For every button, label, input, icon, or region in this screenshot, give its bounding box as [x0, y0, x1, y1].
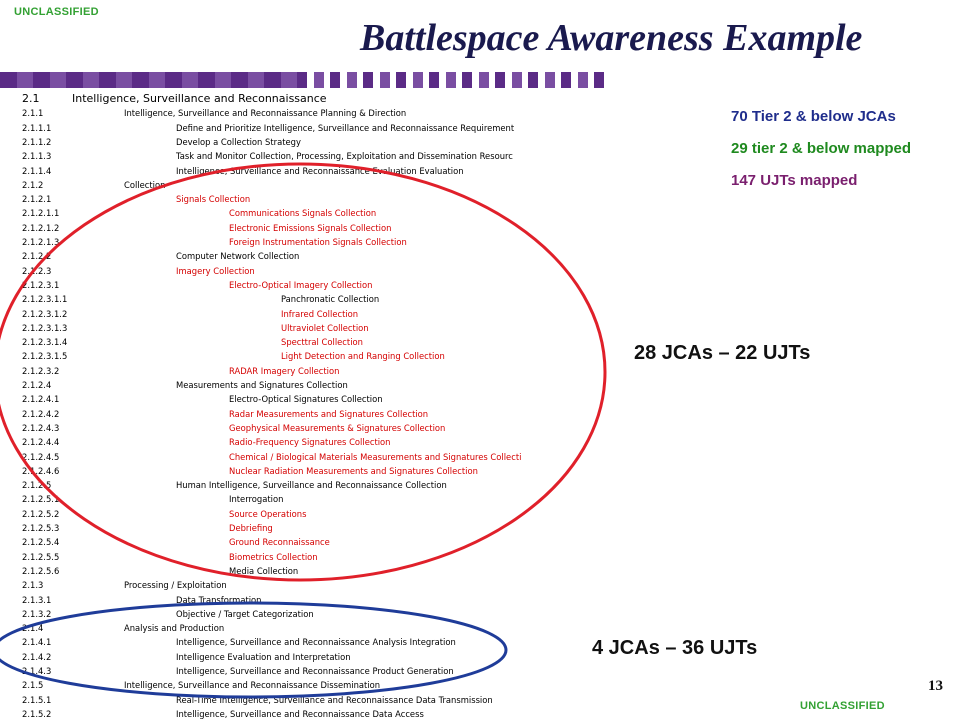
jca-row — [0, 378, 560, 392]
jca-row — [0, 650, 560, 664]
jca-number: 2.1.2.5.6 — [22, 565, 60, 576]
jca-number: 2.1.2.4.5 — [22, 451, 60, 462]
jca-label: Develop a Collection Strategy — [176, 136, 301, 147]
jca-label: Radio-Frequency Signatures Collection — [229, 437, 391, 448]
stat-tier2-jcas: 70 Tier 2 & below JCAs — [731, 108, 896, 125]
bar-segment — [495, 72, 505, 88]
jca-label: Source Operations — [229, 508, 307, 519]
jca-row — [0, 435, 560, 449]
jca-row — [0, 121, 560, 135]
jca-row — [0, 178, 560, 192]
bar-segment — [380, 72, 390, 88]
jca-label: Intelligence, Surveillance and Reconnaissance Product Generation — [176, 666, 454, 676]
jca-number: 2.1.3 — [22, 580, 44, 591]
jca-label: Measurements and Signatures Collection — [176, 380, 348, 390]
bar-segment — [281, 72, 298, 88]
bar-segment — [462, 72, 472, 88]
jca-row — [0, 264, 560, 278]
jca-label: Debriefing — [229, 523, 273, 533]
jca-row — [0, 307, 560, 321]
jca-label: Electronic Emissions Signals Collection — [229, 222, 392, 233]
jca-label: Intelligence, Surveillance and Reconnaissance — [72, 92, 327, 105]
jca-number: 2.1.2.3.1.1 — [22, 294, 68, 305]
jca-number: 2.1.2.1 — [22, 194, 52, 205]
jca-label: Ground Reconnaissance — [229, 537, 330, 548]
jca-row — [0, 478, 560, 492]
jca-number: 2.1.1.2 — [22, 136, 52, 147]
jca-number: 2.1.2.2 — [22, 251, 52, 262]
jca-number: 2.1.2.1.3 — [22, 237, 60, 247]
jca-number: 2.1.3.1 — [22, 594, 52, 605]
jca-label: Intelligence Evaluation and Interpretation — [176, 651, 351, 662]
jca-label: RADAR Imagery Collection — [229, 365, 340, 376]
slide-title: Battlespace Awareness Example — [360, 17, 863, 59]
bar-segment — [330, 72, 340, 88]
stat-ujts-mapped: 147 UJTs mapped — [731, 172, 858, 189]
jca-number: 2.1.4.3 — [22, 666, 52, 676]
classification-bottom: UNCLASSIFIED — [800, 700, 885, 712]
jca-row — [0, 92, 560, 106]
bar-segment — [578, 72, 588, 88]
jca-number: 2.1.2.3.1.4 — [22, 337, 68, 348]
jca-row — [0, 593, 560, 607]
jca-label: Specttral Collection — [281, 337, 363, 348]
jca-row — [0, 135, 560, 149]
jca-row — [0, 335, 560, 349]
jca-label: Human Intelligence, Surveillance and Reconnaissance Collection — [176, 480, 447, 491]
jca-number: 2.1.3.2 — [22, 608, 52, 619]
bar-segment — [545, 72, 555, 88]
bar-segment — [446, 72, 456, 88]
bar-segment — [50, 72, 67, 88]
jca-number: 2.1.2.3.1.3 — [22, 322, 68, 333]
jca-row — [0, 464, 560, 478]
jca-row — [0, 392, 560, 406]
bar-segment — [0, 72, 17, 88]
jca-row — [0, 578, 560, 592]
jca-label: Media Collection — [229, 565, 299, 576]
jca-row — [0, 235, 560, 249]
jca-number: 2.1.2.4.6 — [22, 465, 60, 476]
jca-label: Intelligence, Surveillance and Reconnaissance Dissemination — [124, 680, 381, 691]
jca-row — [0, 278, 560, 292]
title-decoration-bar — [0, 72, 912, 88]
jca-label: Chemical / Biological Materials Measurements and Signatures Collecti — [229, 451, 522, 462]
jca-number: 2.1.1.4 — [22, 165, 52, 176]
bar-segment — [479, 72, 489, 88]
jca-label: Data Transformation — [176, 594, 262, 605]
jca-label: Processing / Exploitation — [124, 580, 227, 591]
jca-number: 2.1.1.1 — [22, 122, 52, 133]
jca-number: 2.1.1.3 — [22, 151, 52, 162]
jca-number: 2.1.2.3.2 — [22, 365, 60, 376]
bar-segment — [17, 72, 34, 88]
jca-number: 2.1.2.3 — [22, 265, 52, 276]
jca-label: Task and Monitor Collection, Processing, Exploitation and Dissemination Resourc — [176, 151, 513, 162]
jca-number: 2.1.2.5.1 — [22, 494, 60, 505]
jca-row — [0, 364, 560, 378]
jca-row — [0, 564, 560, 578]
jca-list — [0, 92, 560, 720]
jca-number: 2.1 — [22, 92, 40, 105]
jca-label: Nuclear Radiation Measurements and Signatures Collection — [229, 465, 478, 476]
jca-label: Radar Measurements and Signatures Collection — [229, 408, 429, 419]
bar-segment — [165, 72, 182, 88]
jca-number: 2.1.2.5.4 — [22, 537, 60, 548]
jca-row — [0, 321, 560, 335]
jca-row — [0, 550, 560, 564]
jca-row — [0, 249, 560, 263]
jca-number: 2.1.2.5 — [22, 480, 52, 491]
jca-number: 2.1.2.3.1.2 — [22, 308, 68, 319]
bar-segment — [83, 72, 100, 88]
bar-segment — [248, 72, 265, 88]
jca-row — [0, 535, 560, 549]
bar-segment — [314, 72, 324, 88]
jca-label: Infrared Collection — [281, 308, 359, 319]
jca-row — [0, 292, 560, 306]
jca-row — [0, 450, 560, 464]
red-group-summary: 28 JCAs – 22 UJTs — [634, 342, 811, 364]
jca-label: Intelligence, Surveillance and Reconnaissance Data Access — [176, 708, 424, 719]
bar-segment — [297, 72, 307, 88]
jca-label: Objective / Target Categorization — [176, 608, 314, 619]
page-number: 13 — [928, 678, 943, 694]
jca-row — [0, 149, 560, 163]
bar-segment — [33, 72, 50, 88]
jca-row — [0, 164, 560, 178]
bar-segment — [528, 72, 538, 88]
bar-segment — [66, 72, 83, 88]
jca-label: Electro-Optical Imagery Collection — [229, 279, 373, 290]
jca-row — [0, 693, 560, 707]
jca-number: 2.1.2.3.1.5 — [22, 351, 68, 362]
jca-label: Light Detection and Ranging Collection — [281, 351, 445, 362]
bar-segment — [132, 72, 149, 88]
jca-number: 2.1.4.1 — [22, 637, 52, 648]
jca-number: 2.1.2.4 — [22, 380, 52, 390]
jca-row — [0, 621, 560, 635]
jca-row — [0, 206, 560, 220]
jca-label: Intelligence, Surveillance and Reconnaissance Planning & Direction — [124, 108, 407, 119]
jca-number: 2.1.2.3.1 — [22, 279, 60, 290]
jca-number: 2.1.5.2 — [22, 708, 52, 719]
jca-label: Biometrics Collection — [229, 551, 318, 562]
jca-row — [0, 607, 560, 621]
jca-row — [0, 521, 560, 535]
jca-label: Computer Network Collection — [176, 251, 300, 262]
jca-label: Real-Time Intelligence, Surveillance and Reconnaissance Data Transmission — [176, 694, 493, 705]
jca-row — [0, 221, 560, 235]
jca-number: 2.1.2.4.3 — [22, 422, 60, 433]
jca-row — [0, 707, 560, 721]
jca-label: Collection — [124, 179, 166, 190]
bar-segment — [215, 72, 232, 88]
jca-row — [0, 349, 560, 363]
bar-segment — [182, 72, 199, 88]
bar-segment — [396, 72, 406, 88]
jca-row — [0, 492, 560, 506]
bar-segment — [363, 72, 373, 88]
jca-row — [0, 507, 560, 521]
jca-label: Ultraviolet Collection — [281, 322, 369, 333]
stat-tier2-mapped: 29 tier 2 & below mapped — [731, 140, 912, 157]
jca-number: 2.1.2 — [22, 179, 44, 190]
jca-number: 2.1.5 — [22, 680, 44, 691]
jca-number: 2.1.2.5.5 — [22, 551, 60, 562]
jca-label: Communications Signals Collection — [229, 208, 377, 219]
jca-row — [0, 192, 560, 206]
jca-label: Geophysical Measurements & Signatures Collection — [229, 422, 446, 433]
jca-row — [0, 664, 560, 678]
bar-segment — [198, 72, 215, 88]
jca-label: Intelligence, Surveillance and Reconnaissance Evaluation Evaluation — [176, 165, 464, 176]
jca-row — [0, 635, 560, 649]
jca-number: 2.1.5.1 — [22, 694, 52, 705]
bar-segment — [264, 72, 281, 88]
jca-row — [0, 106, 560, 120]
jca-row — [0, 678, 560, 692]
jca-number: 2.1.1 — [22, 108, 44, 119]
jca-label: Electro-Optical Signatures Collection — [229, 394, 383, 405]
bar-segment — [149, 72, 166, 88]
jca-number: 2.1.2.4.4 — [22, 437, 60, 448]
bar-segment — [429, 72, 439, 88]
jca-label: Analysis and Production — [124, 623, 225, 634]
jca-label: Intelligence, Surveillance and Reconnaissance Analysis Integration — [176, 637, 456, 648]
bar-segment — [594, 72, 604, 88]
bar-segment — [231, 72, 248, 88]
jca-number: 2.1.2.4.1 — [22, 394, 60, 405]
jca-label: Signals Collection — [176, 194, 251, 205]
bar-segment — [561, 72, 571, 88]
jca-number: 2.1.4.2 — [22, 651, 52, 662]
jca-row — [0, 407, 560, 421]
blue-group-summary: 4 JCAs – 36 UJTs — [592, 637, 758, 659]
classification-top: UNCLASSIFIED — [14, 6, 99, 18]
jca-row — [0, 421, 560, 435]
bar-segment — [512, 72, 522, 88]
jca-number: 2.1.2.5.2 — [22, 508, 60, 519]
bar-segment — [99, 72, 116, 88]
jca-label: Define and Prioritize Intelligence, Surveillance and Reconnaissance Requirement — [176, 122, 515, 133]
jca-label: Interrogation — [229, 494, 284, 505]
jca-number: 2.1.4 — [22, 623, 44, 634]
jca-number: 2.1.2.4.2 — [22, 408, 60, 419]
jca-label: Foreign Instrumentation Signals Collection — [229, 237, 407, 247]
jca-label: Panchronatic Collection — [281, 294, 380, 305]
jca-number: 2.1.2.1.2 — [22, 222, 60, 233]
jca-number: 2.1.2.5.3 — [22, 523, 60, 533]
bar-segment — [413, 72, 423, 88]
jca-label: Imagery Collection — [176, 265, 255, 276]
jca-number: 2.1.2.1.1 — [22, 208, 60, 219]
bar-segment — [116, 72, 133, 88]
bar-segment — [347, 72, 357, 88]
